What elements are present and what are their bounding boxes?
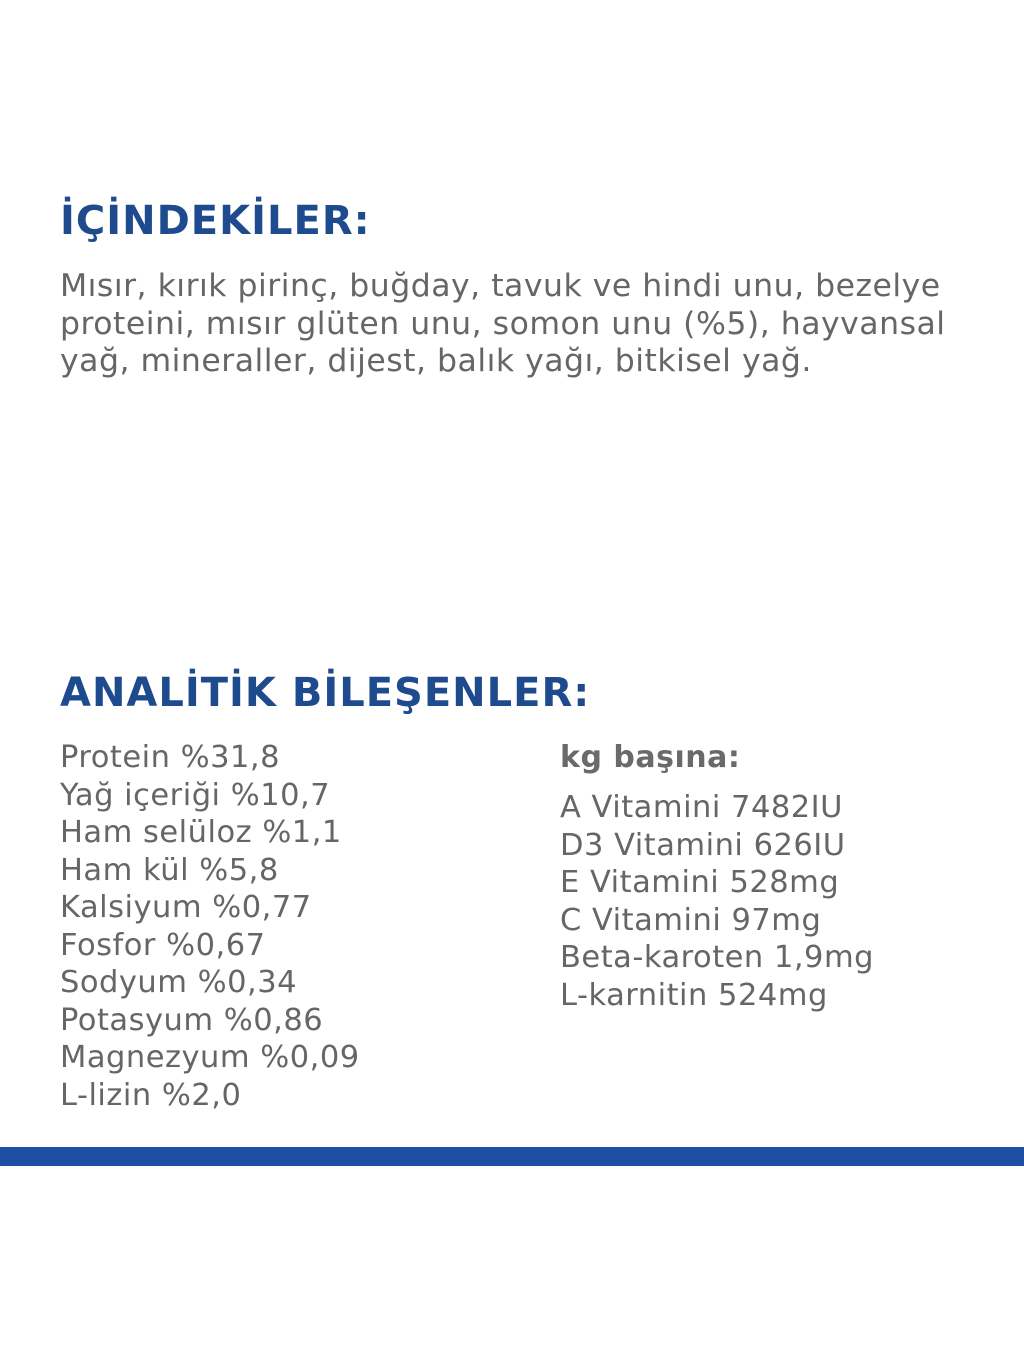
- vitamin-item-c: C Vitamini 97mg: [560, 902, 822, 938]
- vitamin-item-e: E Vitamini 528mg: [560, 865, 840, 900]
- ingredients-text: Mısır, kırık pirinç, buğday, tavuk ve hindi unu, bezelye proteini, mısır glüten unu, somon unu (%5), hayvansal yağ, mineraller, dijest, balık yağı, bitkisel yağ.: [60, 268, 946, 379]
- vitamin-item-beta-carotene: Beta-karoten 1,9mg: [560, 940, 875, 975]
- analysis-item-protein: Protein %31,8: [60, 740, 280, 775]
- vitamin-item-d3: D3 Vitamini 626IU: [560, 827, 846, 863]
- analytics-heading: ANALİTİK BİLEŞENLER:: [60, 670, 591, 716]
- vitamin-item-l-carnitine: L-karnitin 524mg: [560, 977, 828, 1013]
- analysis-item-calcium: Kalsiyum %0,77: [60, 890, 312, 925]
- analysis-item-magnesium: Magnezyum %0,09: [60, 1040, 360, 1075]
- ingredients-heading: İÇİNDEKİLER:: [60, 198, 371, 244]
- analysis-item-lysine: L-lizin %2,0: [60, 1077, 242, 1113]
- vitamin-item-a: A Vitamini 7482IU: [560, 790, 843, 825]
- analysis-item-potassium: Potasyum %0,86: [60, 1002, 324, 1038]
- analysis-item-phosphorus: Fosfor %0,67: [60, 927, 266, 963]
- bottom-divider-bar: [0, 1147, 1024, 1166]
- analysis-list: [60, 739, 360, 1114]
- vitamins-list: [560, 789, 874, 1014]
- analysis-item-fat: Yağ içeriği %10,7: [60, 777, 331, 813]
- per-kg-subheading: kg başına:: [560, 740, 741, 775]
- analysis-item-crude-ash: Ham kül %5,8: [60, 852, 279, 888]
- analysis-item-crude-fiber: Ham selüloz %1,1: [60, 815, 342, 850]
- analysis-item-sodium: Sodyum %0,34: [60, 965, 298, 1000]
